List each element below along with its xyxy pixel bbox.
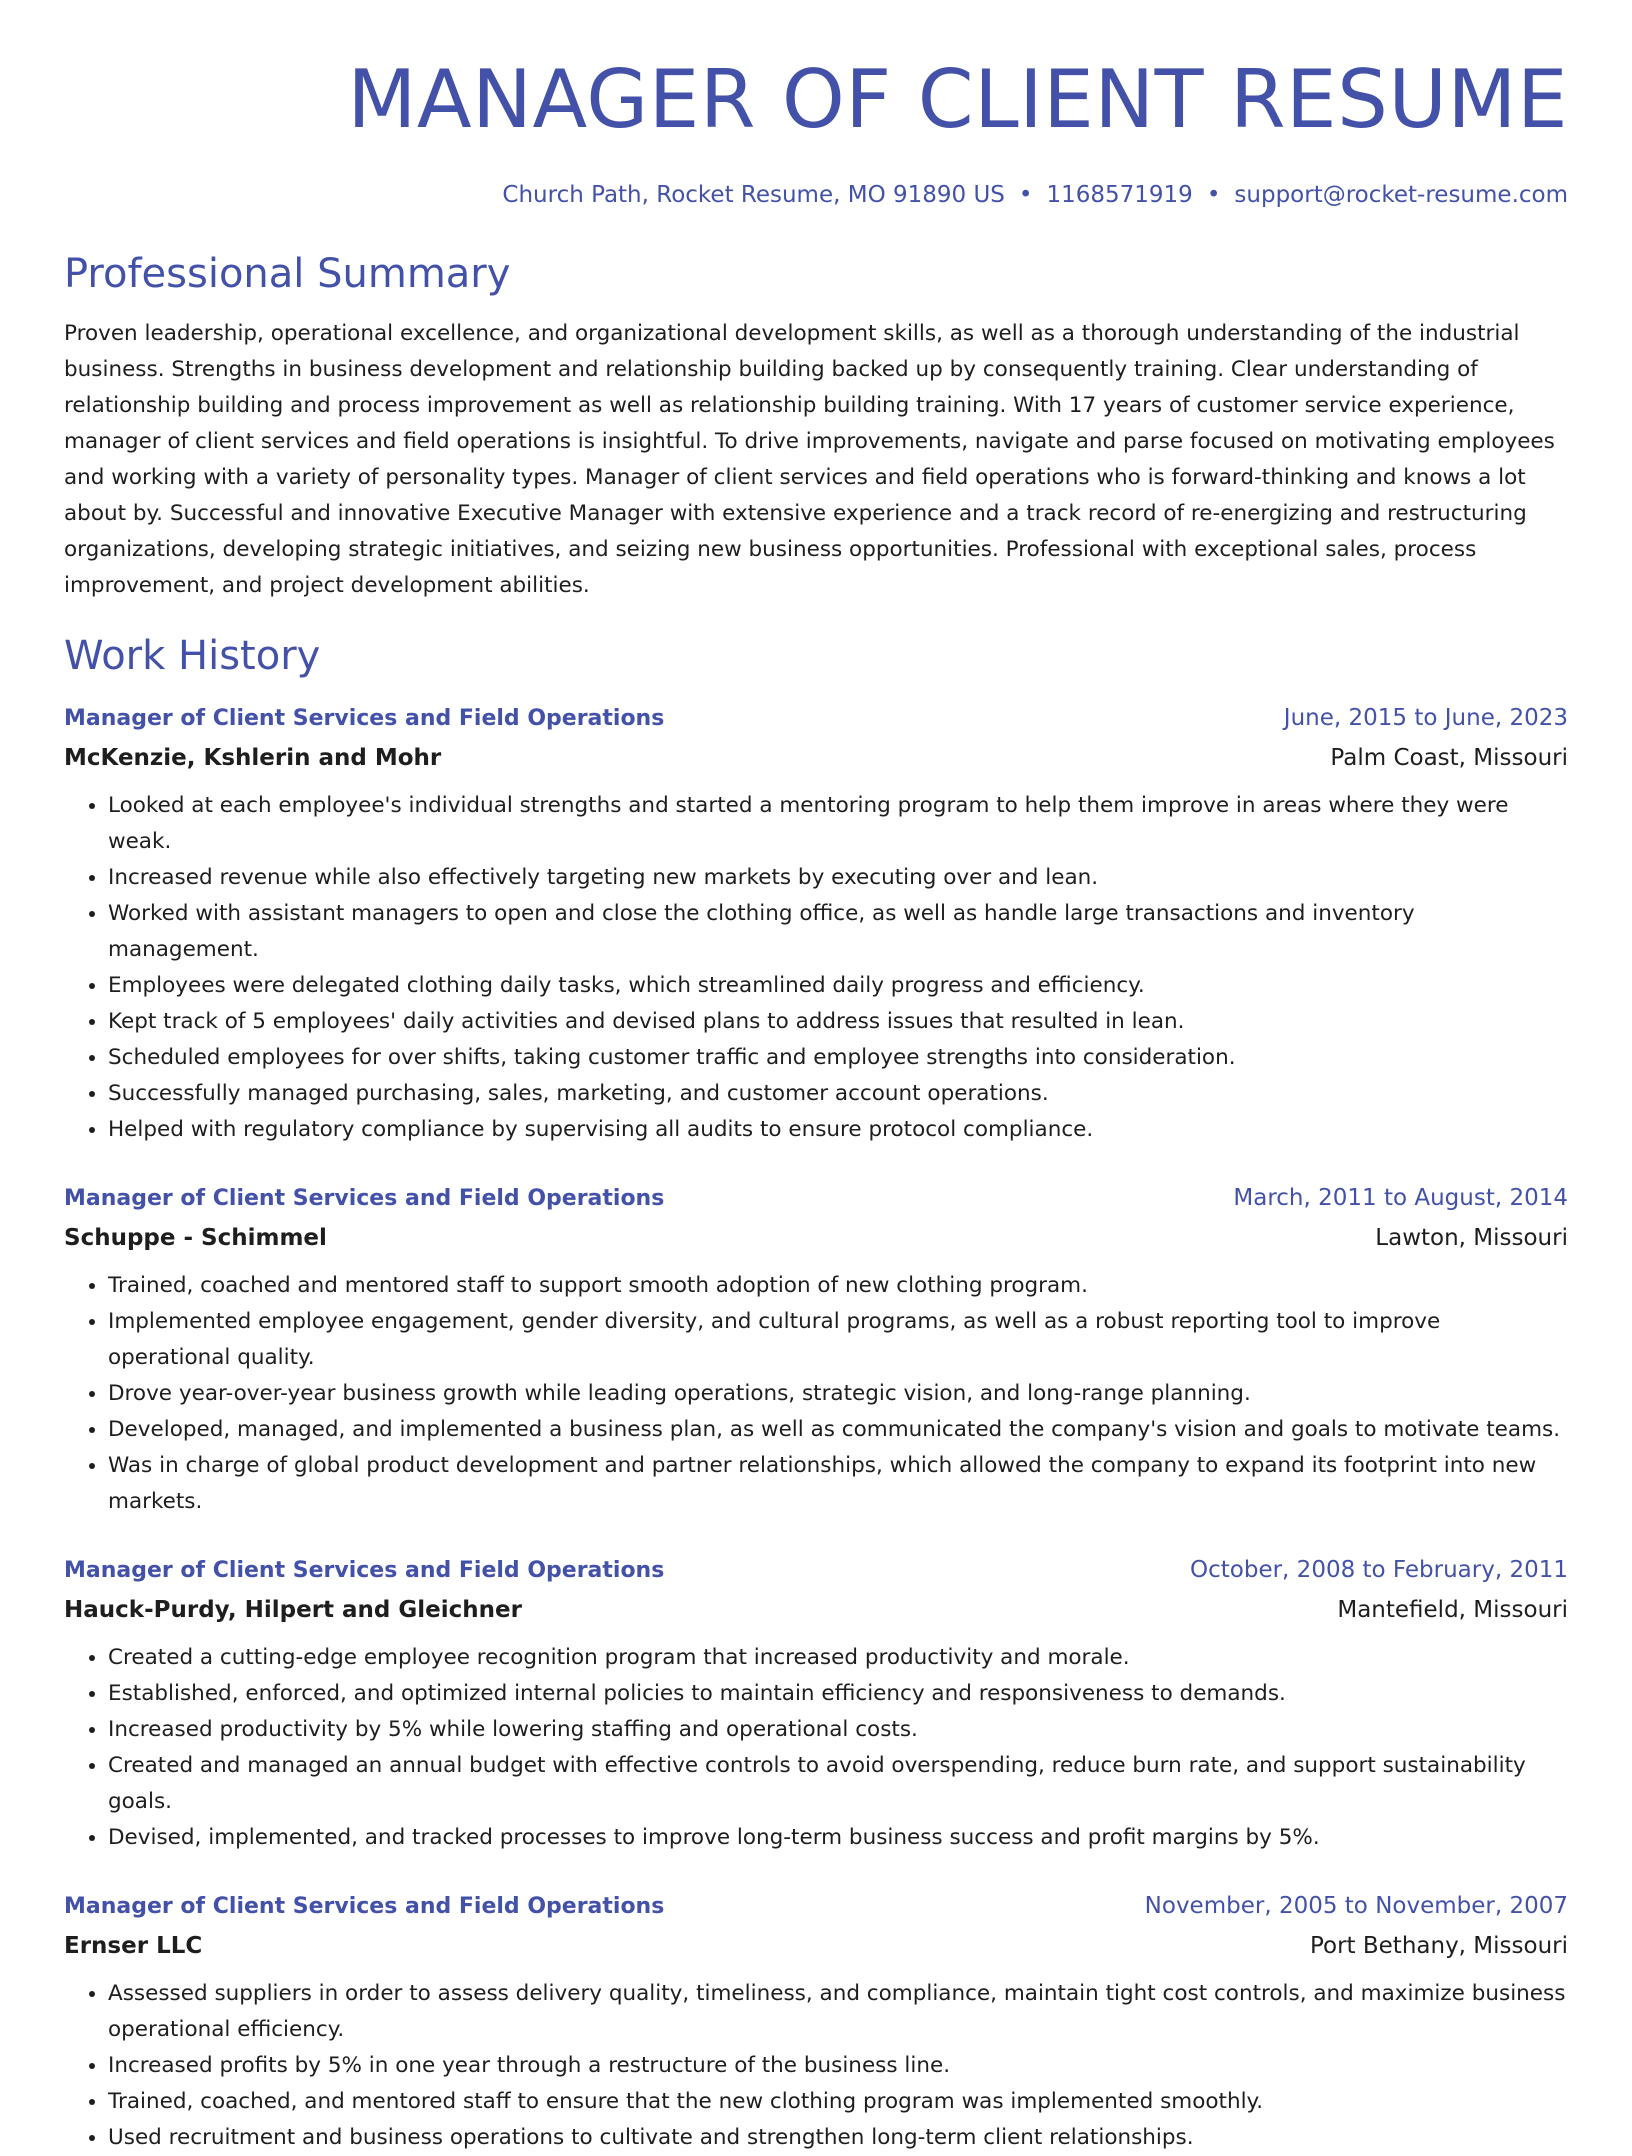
job-title: Manager of Client Services and Field Operations xyxy=(64,1558,665,1583)
job-title: Manager of Client Services and Field Operations xyxy=(64,1894,665,1919)
job-bullet: • Increased profits by 5% in one year through a restructure of the business line. xyxy=(108,2048,1568,2084)
job-title-row xyxy=(64,698,1568,738)
contact-address: Church Path, Rocket Resume, MO 91890 US xyxy=(502,182,1005,208)
job-title: Manager of Client Services and Field Operations xyxy=(64,706,665,731)
job-bullet: • Increased revenue while also effectively targeting new markets by executing over and lean. xyxy=(108,860,1568,896)
job-entry xyxy=(64,698,1568,1148)
contact-separator: • xyxy=(1018,182,1033,208)
job-bullet: • Established, enforced, and optimized internal policies to maintain efficiency and responsiveness to demands. xyxy=(108,1676,1568,1712)
job-dates: October, 2008 to February, 2011 xyxy=(1190,1557,1568,1583)
job-entry xyxy=(64,1178,1568,1520)
job-dates: June, 2015 to June, 2023 xyxy=(1283,705,1568,731)
job-bullet-list xyxy=(64,1640,1568,1856)
job-company: Schuppe - Schimmel xyxy=(64,1225,327,1251)
job-bullet-list xyxy=(64,1268,1568,1520)
job-bullet: • Employees were delegated clothing daily tasks, which streamlined daily progress and efficiency. xyxy=(108,968,1568,1004)
job-bullet: • Developed, managed, and implemented a business plan, as well as communicated the company's vision and goals to motivate teams. xyxy=(108,1412,1568,1448)
job-list xyxy=(64,698,1568,2156)
job-company-row xyxy=(64,1218,1568,1258)
job-title-row xyxy=(64,1886,1568,1926)
contact-separator: • xyxy=(1206,182,1221,208)
job-entry xyxy=(64,1886,1568,2156)
job-bullet: • Devised, implemented, and tracked processes to improve long-term business success and profit margins by 5%. xyxy=(108,1820,1568,1856)
job-company-row xyxy=(64,1926,1568,1966)
job-dates: November, 2005 to November, 2007 xyxy=(1144,1893,1568,1919)
job-bullet: • Created a cutting-edge employee recognition program that increased productivity and morale. xyxy=(108,1640,1568,1676)
job-bullet: • Trained, coached, and mentored staff to ensure that the new clothing program was implemented smoothly. xyxy=(108,2084,1568,2120)
work-history-heading: Work History xyxy=(64,633,321,679)
job-company-row xyxy=(64,1590,1568,1630)
work-history-section xyxy=(64,632,1568,2156)
job-bullet: • Scheduled employees for over shifts, taking customer traffic and employee strengths into consideration. xyxy=(108,1040,1568,1076)
job-dates: March, 2011 to August, 2014 xyxy=(1233,1185,1568,1211)
contact-line xyxy=(64,180,1568,210)
job-bullet: • Was in charge of global product development and partner relationships, which allowed the company to expand its footprint into new markets. xyxy=(108,1448,1568,1520)
job-entry xyxy=(64,1550,1568,1856)
job-company: Ernser LLC xyxy=(64,1933,203,1959)
job-bullet: • Created and managed an annual budget with effective controls to avoid overspending, reduce burn rate, and support sustainability goals. xyxy=(108,1748,1568,1820)
job-company: McKenzie, Kshlerin and Mohr xyxy=(64,745,442,771)
contact-phone: 1168571919 xyxy=(1046,182,1193,208)
job-bullet: • Increased productivity by 5% while lowering staffing and operational costs. xyxy=(108,1712,1568,1748)
job-bullet: • Successfully managed purchasing, sales, marketing, and customer account operations. xyxy=(108,1076,1568,1112)
job-location: Mantefield, Missouri xyxy=(1337,1597,1568,1623)
summary-heading: Professional Summary xyxy=(64,251,511,297)
job-title-row xyxy=(64,1178,1568,1218)
job-location: Lawton, Missouri xyxy=(1375,1225,1568,1251)
job-title: Manager of Client Services and Field Operations xyxy=(64,1186,665,1211)
job-bullet: • Implemented employee engagement, gender diversity, and cultural programs, as well as a robust reporting tool to improve operational quality. xyxy=(108,1304,1568,1376)
job-bullet: • Trained, coached and mentored staff to support smooth adoption of new clothing program. xyxy=(108,1268,1568,1304)
job-bullet-list xyxy=(64,788,1568,1148)
job-bullet-list xyxy=(64,1976,1568,2156)
summary-text: Proven leadership, operational excellence, and organizational development skills, as well as a thorough understanding of the industrial business. Strengths in business development and relationship building backed up by consequently training. Clear understanding of relationship building and process improvement as well as relationship building training. With 17 years of customer service experience, manager of client services and field operations is insightful. To drive improvements, navigate and parse focused on motivating employees and working with a variety of personality types. Manager of client services and field operations who is forward-thinking and knows a lot about by. Successful and innovative Executive Manager with extensive experience and a track record of re-energizing and restructuring organizations, developing strategic initiatives, and seizing new business opportunities. Professional with exceptional sales, process improvement, and project development abilities. xyxy=(64,321,1555,598)
job-bullet: • Looked at each employee's individual strengths and started a mentoring program to help them improve in areas where they were weak. xyxy=(108,788,1568,860)
job-bullet: • Kept track of 5 employees' daily activities and devised plans to address issues that resulted in lean. xyxy=(108,1004,1568,1040)
job-company: Hauck-Purdy, Hilpert and Gleichner xyxy=(64,1597,522,1623)
job-location: Port Bethany, Missouri xyxy=(1309,1933,1568,1959)
resume-name: MANAGER OF CLIENT RESUME xyxy=(347,53,1568,146)
summary-section xyxy=(64,250,1568,604)
job-bullet: • Drove year-over-year business growth while leading operations, strategic vision, and long-range planning. xyxy=(108,1376,1568,1412)
job-bullet: • Assessed suppliers in order to assess delivery quality, timeliness, and compliance, maintain tight cost controls, and maximize business operational efficiency. xyxy=(108,1976,1568,2048)
contact-email: support@rocket-resume.com xyxy=(1234,182,1568,208)
job-bullet: • Helped with regulatory compliance by supervising all audits to ensure protocol compliance. xyxy=(108,1112,1568,1148)
job-company-row xyxy=(64,738,1568,778)
job-title-row xyxy=(64,1550,1568,1590)
job-bullet: • Used recruitment and business operations to cultivate and strengthen long-term client relationships. xyxy=(108,2120,1568,2156)
job-location: Palm Coast, Missouri xyxy=(1330,745,1568,771)
job-bullet: • Worked with assistant managers to open and close the clothing office, as well as handle large transactions and inventory management. xyxy=(108,896,1568,968)
resume-header xyxy=(64,50,1568,210)
